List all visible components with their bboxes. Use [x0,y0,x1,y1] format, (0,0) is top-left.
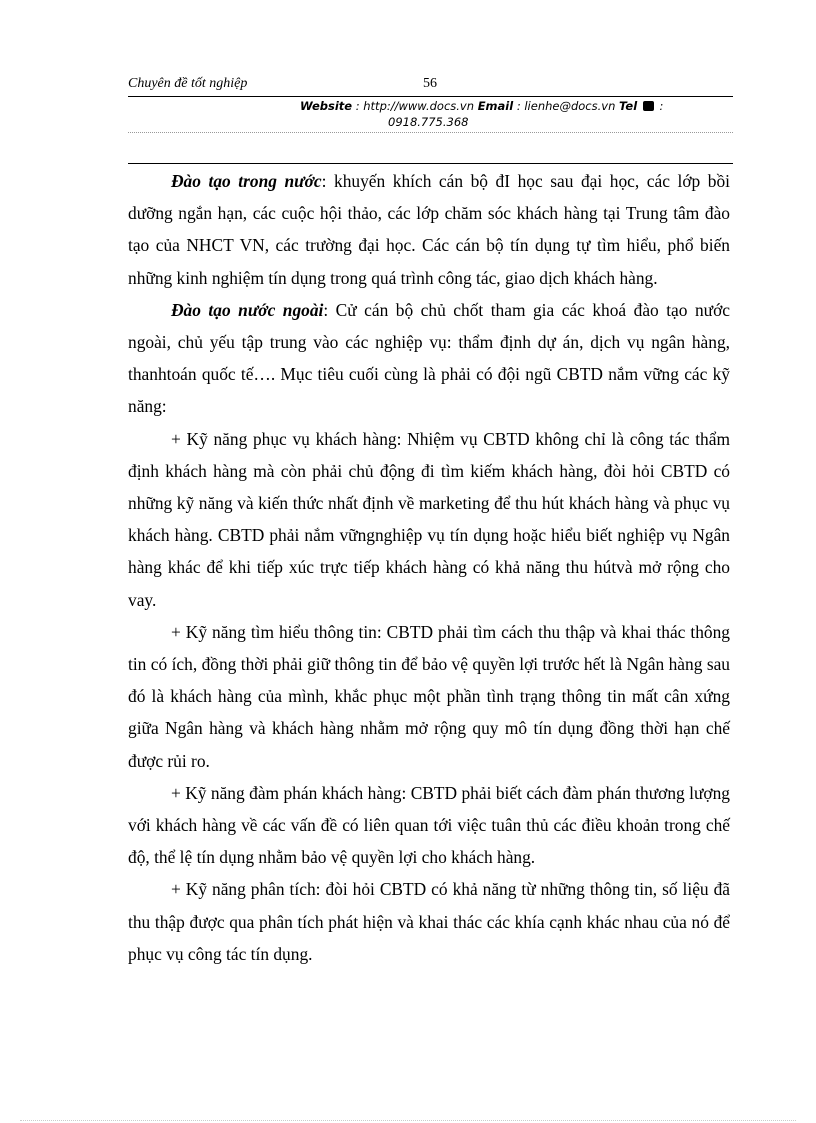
tel-label: Tel [619,99,638,113]
website-value[interactable]: : http://www.docs.vn [352,99,475,113]
footer-dotted-rule [20,1120,796,1121]
header-dotted-rule [128,132,733,133]
body-text [128,165,730,970]
paragraph-lead: Đào tạo trong nước [171,171,322,191]
phone-icon [643,101,654,111]
tel-separator: : [655,99,664,113]
paragraph-text: : Cử cán bộ chủ chốt tham gia các khoá đào tạo nước ngoài, chủ yếu tập trung vào các nghiệp vụ: thẩm định dự án, dịch vụ ngân hàng, thanhtoán quốc tế…. Mục tiêu cuối cùng là phải có đội ngũ CBTD nắm vững các kỹ năng: [128,299,730,417]
email-label: Email [477,99,514,113]
header-bottom-rule [128,163,733,164]
paragraph-customer-service-skill: + Kỹ năng phục vụ khách hàng: Nhiệm vụ CBTD không chỉ là công tác thẩm định khách hàng mà còn phải chủ động đi tìm kiếm khách hàng, đòi hỏi CBTD có những kỹ năng và kiến thức nhất định về marketing để thu hút khách hàng và phục vụ khách hàng. CBTD phải nắm vữngnghiệp vụ tín dụng hoặc hiểu biết nghiệp vụ Ngân hàng khác để khi tiếp xúc trực tiếp khách hàng có khả năng thu hútvà mở rộng cho vay. [128,428,730,610]
page-number: 56 [423,76,437,91]
paragraph-lead: Đào tạo nước ngoài [171,299,324,320]
paragraph-text: : khuyến khích cán bộ đI học sau đại học, các lớp bồi dưỡng ngắn hạn, các cuộc hội thảo, các lớp chăm sóc khách hàng tại Trung tâm đào tạo của NHCT VN, các trường đại học. Các cán bộ tín dụng tự tìm hiểu, phổ biến những kinh nghiệm tín dụng trong quá trình công tác, giao dịch khách hàng. [128,171,730,288]
paragraph-information-skill: + Kỹ năng tìm hiểu thông tin: CBTD phải tìm cách thu thập và khai thác thông tin có ích, đồng thời phải giữ thông tin để bảo vệ quyền lợi trước hết là Ngân hàng sau đó là khách hàng của mình, khắc phục một phần tình trạng thông tin mất cân xứng giữa Ngân hàng và khách hàng nhằm mở rộng quy mô tín dụng đồng thời hạn chế được rủi ro. [128,621,730,771]
header-doc-title: Chuyên đề tốt nghiệp [128,76,248,91]
website-label: Website [300,99,353,113]
paragraph-negotiation-skill: + Kỹ năng đàm phán khách hàng: CBTD phải biết cách đàm phán thương lượng với khách hàng về các vấn đề có liên quan tới việc tuân thủ các điều khoản trong chế độ, thể lệ tín dụng nhằm bảo vệ quyền lợi cho khách hàng. [128,782,730,868]
paragraph-domestic-training [128,165,730,294]
header-phone: 0918.775.368 [388,115,469,129]
paragraph-foreign-training [128,294,730,423]
header-contact [300,97,663,115]
paragraph-analysis-skill: + Kỹ năng phân tích: đòi hỏi CBTD có khả năng từ những thông tin, số liệu đã thu thập được qua phân tích phát hiện và khai thác các khía cạnh khác nhau của nó để phục vụ công tác tín dụng. [128,879,730,964]
email-value[interactable]: : lienhe@docs.vn [513,99,616,113]
